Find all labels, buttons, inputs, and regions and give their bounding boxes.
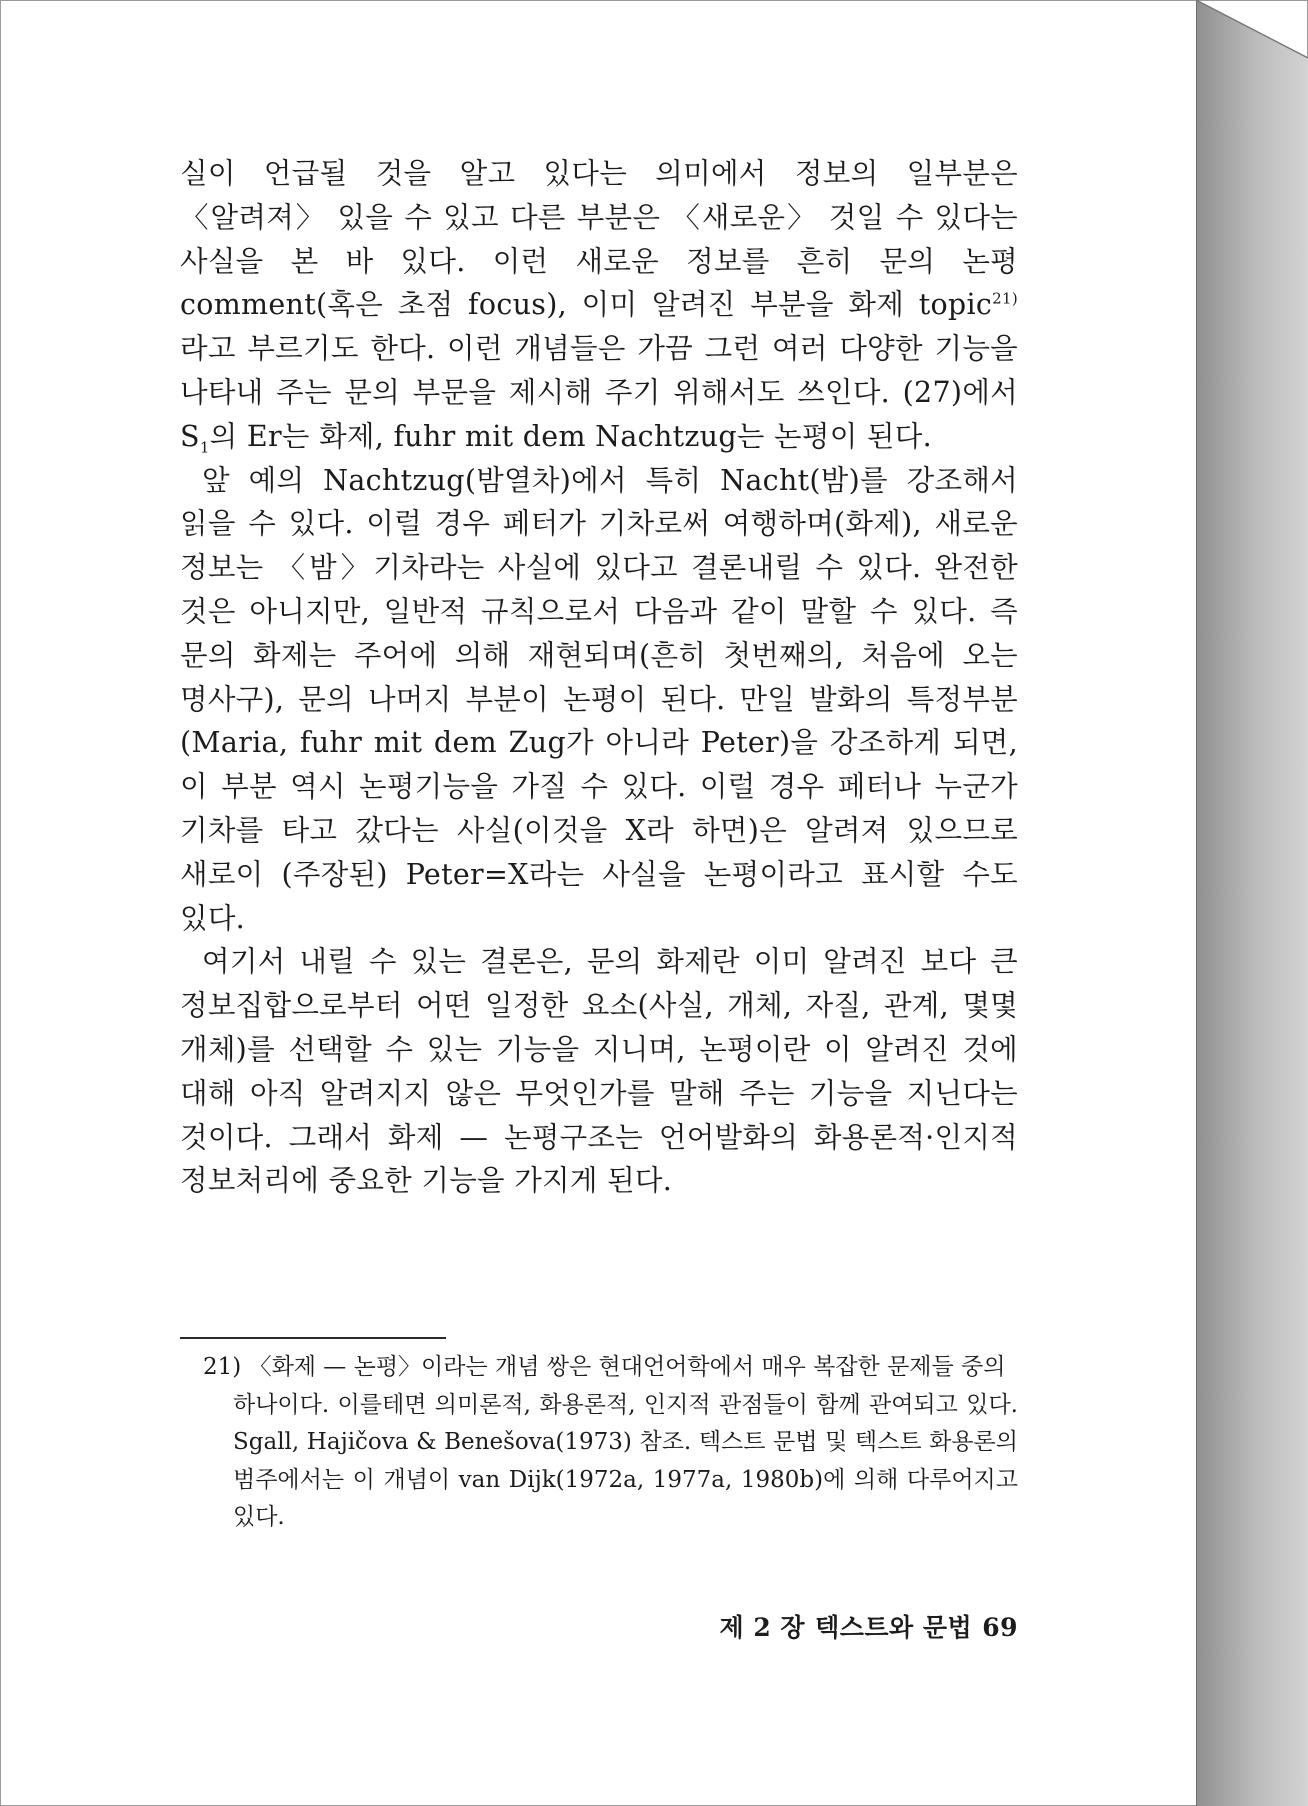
paragraph-1	[180, 152, 1018, 459]
footnote-divider	[180, 1337, 446, 1339]
footnote-number: 21)	[203, 1354, 242, 1380]
footnote-text-rest: 하나이다. 이를테면 의미론적, 화용론적, 인지적 관점들이 함께 관여되고 있다. Sgall, Hajičova & Benešova(1973) 참조. 텍스트 문법 및 텍스트 화용론의 범주에서는 이 개념이 van Dijk(1972a, 1977a, 1980b)에 의해 다루어지고 있다.	[233, 1391, 1018, 1530]
paragraph-1-text-b: 라고 부르기도 한다. 이런 개념들은 가끔 그런 여러 다양한 기능을 나타내 주는 문의 부문을 제시해 주기 위해서도 쓰인다. (27)에서 S	[180, 332, 1018, 453]
paragraph-3: 여기서 내릴 수 있는 결론은, 문의 화제란 이미 알려진 보다 큰 정보집합으로부터 어떤 일정한 요소(사실, 개체, 자질, 관계, 몇몇 개체)를 선택할 수 있는 기능을 지니며, 논평이란 이 알려진 것에 대해 아직 알려지지 않은 무엇인가를 말해 주는 기능을 지닌다는 것이다. 그래서 화제 — 논평구조는 언어발화의 화용론적·인지적 정보처리에 중요한 기능을 가지게 된다.	[180, 945, 1018, 1198]
chapter-title: 텍스트와 문법	[815, 1613, 973, 1642]
footnote-reference: 21)	[992, 289, 1018, 308]
page-number: 69	[982, 1613, 1018, 1642]
main-text	[180, 152, 1018, 1203]
footnote-first-line	[203, 1349, 1018, 1387]
paragraph-2: 앞 예의 Nachtzug(밤열차)에서 특히 Nacht(밤)를 강조해서 읽을 수 있다. 이럴 경우 페터가 기차로써 여행하며(화제), 새로운 정보는 〈밤〉기차라는 사실에 있다고 결론내릴 수 있다. 완전한 것은 아니지만, 일반적 규칙으로서 다음과 같이 말할 수 있다. 즉 문의 화제는 주어에 의해 재현되며(흔히 첫번째의, 처음에 오는 명사구), 문의 나머지 부분이 논평이 된다. 만일 발화의 특정부분(Maria, fuhr mit dem Zug가 아니라 Peter)을 강조하게 되면, 이 부분 역시 논평기능을 가질 수 있다. 이럴 경우 페터나 누군가 기차를 타고 갔다는 사실(이것을 X라 하면)은 알려져 있으므로 새로이 (주장된) Peter=X라는 사실을 논평이라고 표시할 수도 있다.	[180, 463, 1018, 935]
chapter-label: 제 2 장	[719, 1613, 806, 1642]
paragraph-1-text-c: 의 Er는 화제, fuhr mit dem Nachtzug는 논평이 된다.	[209, 419, 932, 453]
subscript-index: 1	[199, 438, 210, 457]
footnote-21	[203, 1349, 1018, 1537]
running-footer	[700, 1608, 1018, 1644]
footnote-text-first: 〈화제 — 논평〉이라는 개념 쌍은 현대언어학에서 매우 복잡한 문제들 중의	[248, 1354, 1006, 1380]
page-edge-shadow	[1196, 0, 1308, 1806]
paragraph-1-text-a: 실이 언급될 것을 알고 있다는 의미에서 정보의 일부분은 〈알려져〉 있을 수 있고 다른 부분은 〈새로운〉 것일 수 있다는 사실을 본 바 있다. 이런 새로운 정보를 흔히 문의 논평 comment(혹은 초점 focus), 이미 알려진 부분을 화제 topic	[180, 157, 1018, 322]
